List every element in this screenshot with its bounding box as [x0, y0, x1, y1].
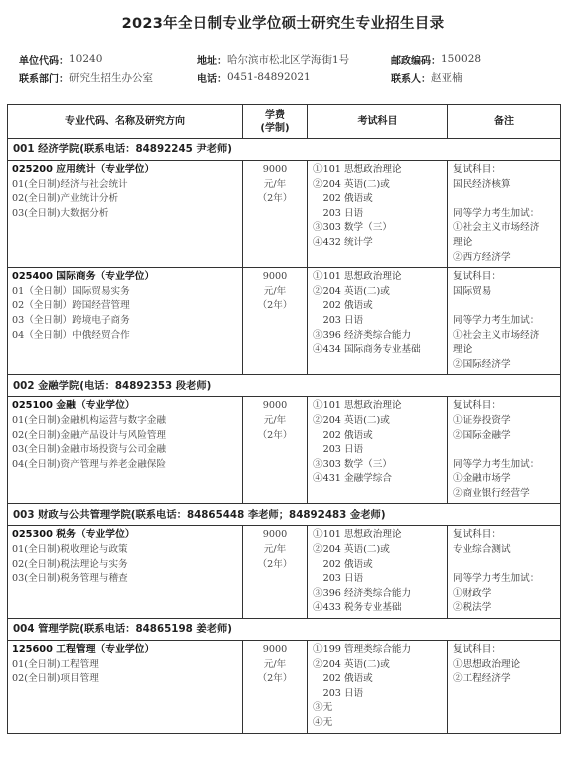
fee-line: （2年） [257, 673, 293, 685]
header-fee [243, 105, 308, 139]
exam-subject: ④433 税务专业基础 [313, 602, 402, 614]
note-line: 国际贸易 [453, 285, 492, 297]
exam-subject: 202 俄语或 [313, 673, 373, 685]
header-exam: 考试科目 [308, 105, 448, 139]
table-body [8, 139, 561, 734]
research-direction: 01(全日制)经济与社会统计 [12, 178, 128, 190]
note-cell [448, 526, 561, 619]
research-direction: 01(全日制)税收理论与政策 [12, 544, 128, 556]
info-value: 赵亚楠 [431, 71, 463, 84]
institution-code [19, 52, 197, 67]
major-cell [8, 641, 243, 734]
research-direction: 03(全日制)大数据分析 [12, 207, 109, 219]
research-direction: 02(全日制)税法理论与实务 [12, 558, 128, 570]
phone [197, 70, 391, 85]
note-line: ①社会主义市场经济 [453, 222, 540, 234]
fee-line: 元/年 [263, 414, 287, 426]
note-line: 同等学力考生加试： [453, 314, 540, 326]
exam-subject: ②204 英语(二)或 [313, 414, 390, 426]
table-header-row [8, 105, 561, 139]
exam-subject: ①101 思想政治理论 [313, 400, 402, 412]
college-row [8, 375, 561, 397]
major-title: 025400 国际商务（专业学位） [12, 271, 155, 283]
note-line: 复试科目： [453, 271, 501, 283]
college-name: 003 财政与公共管理学院(联系电话：84865448 李老师；84892483 金老师) [8, 504, 561, 526]
research-direction: 01（全日制）国际贸易实务 [12, 285, 130, 297]
college-name: 004 管理学院(联系电话：84865198 姜老师) [8, 619, 561, 641]
major-cell [8, 161, 243, 268]
exam-subject: ②204 英语(二)或 [313, 285, 390, 297]
postal-code [391, 52, 559, 67]
info-key: 电话： [197, 73, 227, 85]
fee-line: （2年） [257, 193, 293, 205]
exam-subject: ④432 统计学 [313, 236, 373, 248]
exam-subject: ④无 [313, 717, 333, 728]
research-direction: 03（全日制）跨境电子商务 [12, 314, 130, 326]
note-line: 同等学力考生加试： [453, 458, 540, 470]
institution-info [19, 50, 559, 86]
note-line: ①证券投资学 [453, 414, 511, 426]
fee-line: 9000 [262, 164, 288, 175]
fee-line: 9000 [262, 271, 288, 283]
exam-subject: 203 日语 [313, 207, 364, 219]
note-line: 同等学力考生加试： [453, 573, 540, 585]
college-name: 001 经济学院(联系电话：84892245 尹老师) [8, 139, 561, 161]
exam-subject: ①101 思想政治理论 [313, 529, 402, 541]
research-direction: 04(全日制)资产管理与养老金融保险 [12, 458, 167, 470]
major-title: 025100 金融（专业学位） [12, 400, 135, 412]
fee-cell [243, 641, 308, 734]
major-cell [8, 268, 243, 375]
note-cell [448, 641, 561, 734]
note-line: ①思想政治理论 [453, 658, 521, 670]
exam-subject: ①199 管理类综合能力 [313, 644, 412, 656]
major-title: 025200 应用统计（专业学位） [12, 164, 155, 175]
note-line: ②商业银行经营学 [453, 487, 530, 499]
research-direction: 02(全日制)产业统计分析 [12, 193, 119, 205]
exam-subject: ②204 英语(二)或 [313, 178, 390, 190]
college-row [8, 619, 561, 641]
info-row-2 [19, 68, 559, 86]
info-key: 联系人： [391, 73, 431, 85]
contact-department [19, 70, 197, 85]
fee-line: 元/年 [263, 178, 287, 190]
research-direction: 03(全日制)金融市场投资与公司金融 [12, 444, 167, 456]
exam-subject: ①101 思想政治理论 [313, 164, 402, 175]
major-row [8, 526, 561, 619]
exam-cell [308, 268, 448, 375]
college-row [8, 504, 561, 526]
info-value: 研究生招生办公室 [69, 71, 153, 84]
info-key: 单位代码： [19, 55, 69, 67]
note-line: ①金融市场学 [453, 473, 511, 485]
exam-subject: ②204 英语(二)或 [313, 544, 390, 556]
exam-subject: ③303 数学（三） [313, 222, 392, 234]
exam-subject: 203 日语 [313, 687, 364, 699]
research-direction: 02(全日制)金融产品设计与风险管理 [12, 429, 167, 441]
catalog-table [7, 104, 561, 734]
fee-line: （2年） [257, 429, 293, 441]
exam-cell [308, 161, 448, 268]
exam-subject: 202 俄语或 [313, 429, 373, 441]
note-line: 国民经济核算 [453, 178, 511, 190]
fee-cell [243, 268, 308, 375]
info-key: 联系部门： [19, 73, 69, 85]
fee-line: 9000 [262, 644, 288, 656]
major-cell [8, 526, 243, 619]
note-line: 专业综合测试 [453, 544, 511, 556]
exam-subject: ④431 金融学综合 [313, 473, 392, 485]
major-cell [8, 397, 243, 504]
header-fee-line: 学费 [265, 109, 285, 121]
info-value: 150028 [441, 53, 482, 65]
research-direction: 04（全日制）中俄经贸合作 [12, 329, 130, 341]
exam-subject: ③303 数学（三） [313, 458, 392, 470]
exam-cell [308, 641, 448, 734]
note-line: 复试科目： [453, 644, 501, 656]
note-line: 同等学力考生加试： [453, 207, 540, 219]
info-value: 哈尔滨市松北区学海街1号 [227, 53, 350, 66]
note-line: ②工程经济学 [453, 673, 511, 685]
research-direction: 02（全日制）跨国经营管理 [12, 300, 130, 312]
college-name: 002 金融学院(电话：84892353 段老师) [8, 375, 561, 397]
note-line: ①财政学 [453, 587, 492, 599]
exam-subject: 202 俄语或 [313, 300, 373, 312]
research-direction: 01(全日制)工程管理 [12, 658, 99, 670]
major-row [8, 268, 561, 375]
exam-subject: ①101 思想政治理论 [313, 271, 402, 283]
fee-line: 元/年 [263, 658, 287, 670]
major-row [8, 161, 561, 268]
fee-cell [243, 161, 308, 268]
note-line: 复试科目： [453, 529, 501, 541]
note-line: 理论 [453, 344, 473, 356]
note-cell [448, 397, 561, 504]
note-line: 复试科目： [453, 400, 501, 412]
note-cell [448, 268, 561, 375]
note-cell [448, 161, 561, 268]
note-spacer [453, 192, 557, 207]
fee-line: 9000 [262, 529, 288, 541]
info-value: 0451-84892021 [227, 71, 311, 83]
exam-subject: 203 日语 [313, 314, 364, 326]
exam-subject: ③396 经济类综合能力 [313, 329, 412, 341]
exam-subject: ③无 [313, 702, 333, 714]
exam-subject: ②204 英语(二)或 [313, 658, 390, 670]
info-key: 地址： [197, 55, 227, 67]
note-spacer [453, 558, 557, 573]
major-title: 025300 税务（专业学位） [12, 529, 135, 541]
info-row-1 [19, 50, 559, 68]
header-note: 备注 [448, 105, 561, 139]
note-spacer [453, 443, 557, 458]
exam-cell [308, 397, 448, 504]
address [197, 52, 391, 67]
college-row [8, 139, 561, 161]
fee-line: 元/年 [263, 285, 287, 297]
fee-line: 元/年 [263, 544, 287, 556]
fee-cell [243, 397, 308, 504]
header-fee-line: (学制) [260, 122, 290, 134]
major-row [8, 641, 561, 734]
exam-subject: 203 日语 [313, 573, 364, 585]
exam-subject: 202 俄语或 [313, 558, 373, 570]
page-title: 2023年全日制专业学位硕士研究生专业招生目录 [121, 16, 445, 32]
note-line: ②国际经济学 [453, 358, 511, 370]
exam-subject: 202 俄语或 [313, 193, 373, 205]
note-line: 复试科目： [453, 164, 501, 175]
note-line: ①社会主义市场经济 [453, 329, 540, 341]
research-direction: 02(全日制)项目管理 [12, 673, 99, 685]
exam-subject: ④434 国际商务专业基础 [313, 344, 421, 356]
contact-person [391, 70, 559, 85]
info-value: 10240 [69, 53, 103, 65]
note-line: ②国际金融学 [453, 429, 511, 441]
major-title: 125600 工程管理（专业学位） [12, 644, 155, 656]
exam-subject: 203 日语 [313, 444, 364, 456]
exam-cell [308, 526, 448, 619]
info-key: 邮政编码： [391, 55, 441, 67]
research-direction: 03(全日制)税务管理与稽查 [12, 573, 128, 585]
major-row [8, 397, 561, 504]
exam-subject: ③396 经济类综合能力 [313, 587, 412, 599]
note-spacer [453, 299, 557, 314]
fee-cell [243, 526, 308, 619]
header-major: 专业代码、名称及研究方向 [8, 105, 243, 139]
note-line: ②西方经济学 [453, 251, 511, 263]
fee-line: （2年） [257, 558, 293, 570]
fee-line: （2年） [257, 300, 293, 312]
fee-line: 9000 [262, 400, 288, 412]
note-line: 理论 [453, 236, 473, 248]
note-line: ②税法学 [453, 602, 492, 614]
research-direction: 01(全日制)金融机构运营与数字金融 [12, 414, 167, 426]
